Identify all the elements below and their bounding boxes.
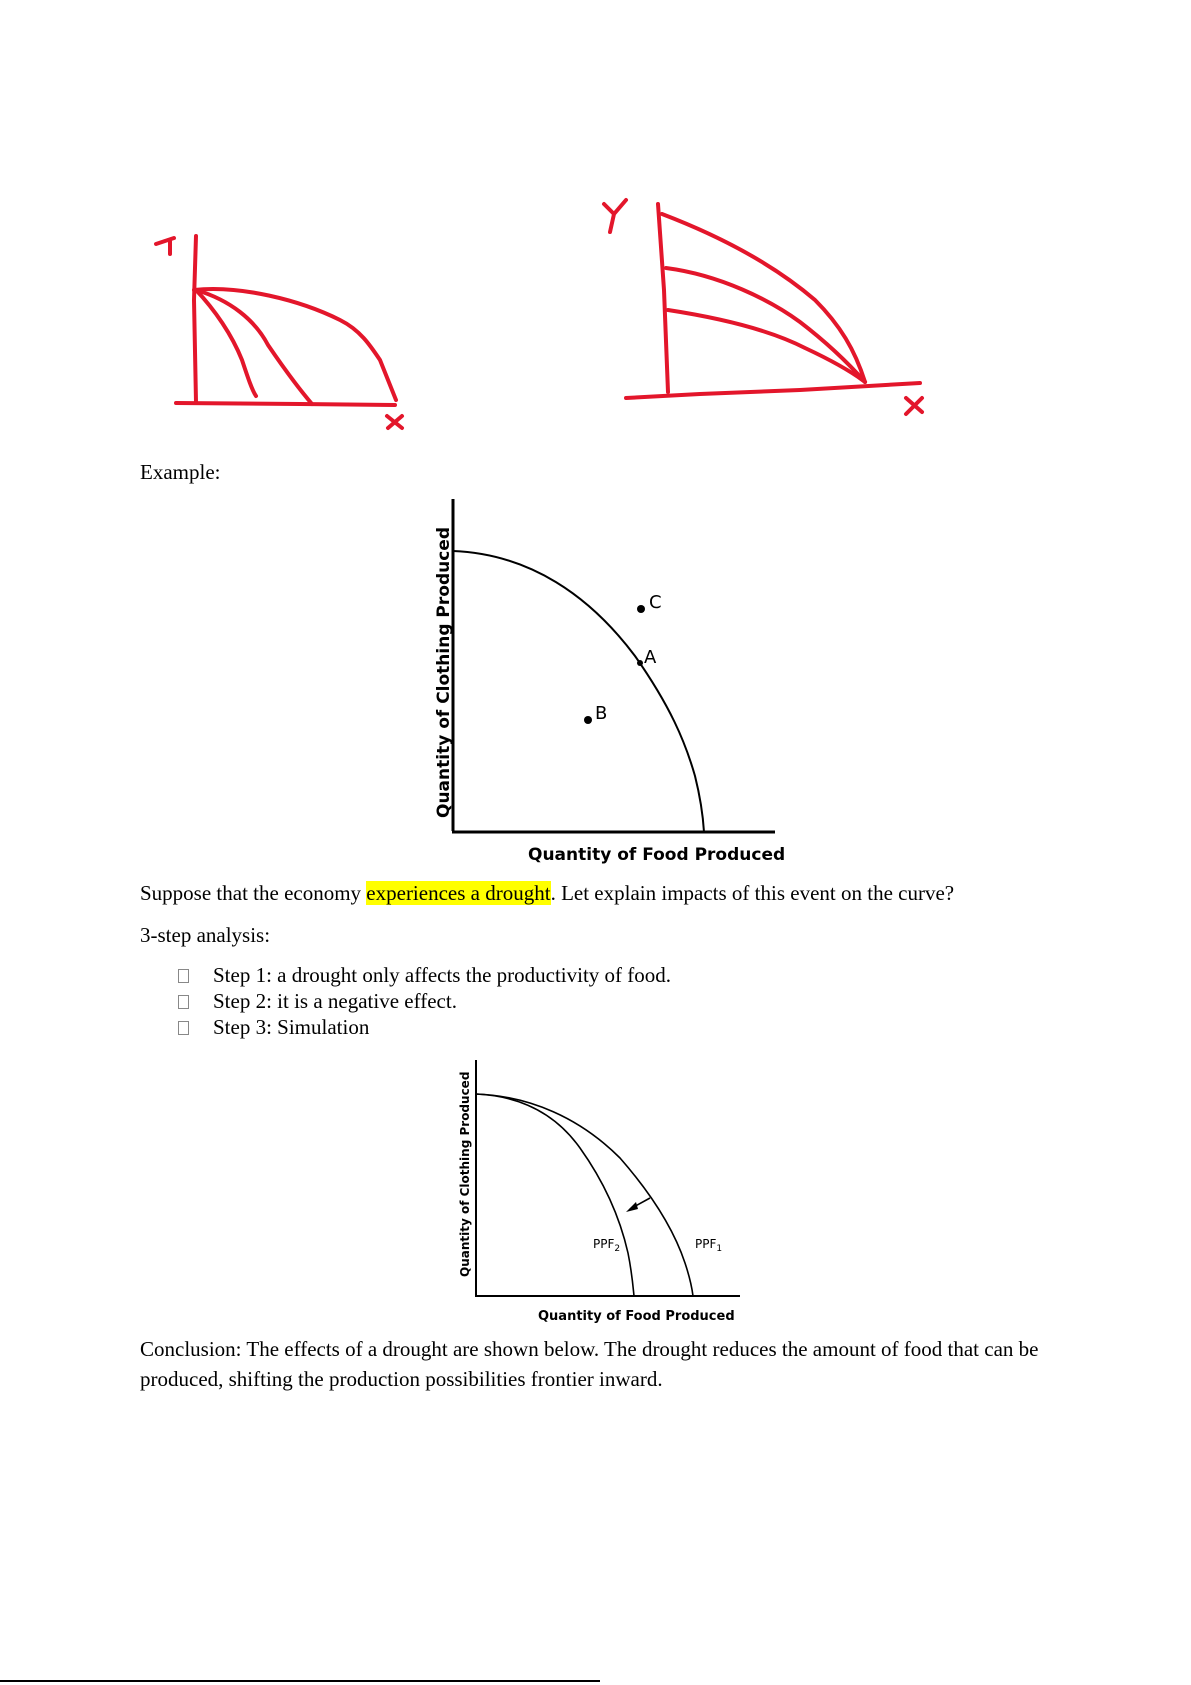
bullet-box-icon [178, 969, 189, 983]
sketch-left-y-glyph [156, 238, 174, 254]
fig2-shift-arrowhead [626, 1202, 638, 1212]
list-item [178, 962, 671, 988]
question-prefix: Suppose that the economy [140, 881, 367, 905]
fig2-ppf2-curve [476, 1094, 634, 1296]
step-1-text: Step 1: a drought only affects the productivity of food. [213, 963, 672, 987]
sketch-left-x-axis [176, 403, 395, 405]
fig2-y-axis-label: Quantity of Clothing Produced [458, 1071, 472, 1277]
fig1-point-a [637, 660, 643, 666]
sketch-right-y-axis [658, 204, 668, 392]
fig2-ppf2-text: PPF [593, 1237, 615, 1251]
ppf-shift-chart [460, 1058, 760, 1328]
example-label: Example: [140, 460, 221, 484]
fig1-ppf-curve [453, 551, 704, 832]
fig2-ppf2-subscript: 2 [614, 1244, 621, 1254]
fig1-label-c: C [649, 592, 662, 613]
list-item [178, 1014, 369, 1040]
list-item [178, 988, 457, 1014]
ppf-example-chart [420, 496, 790, 866]
fig2-ppf2-label [593, 1237, 620, 1254]
fig1-label-b: B [595, 703, 608, 724]
sketch-left [0, 0, 1191, 470]
sketch-right-x-glyph [906, 398, 922, 414]
question-highlight: experiences a drought [366, 881, 551, 905]
sketch-left-x-glyph [387, 416, 402, 428]
sketch-right-x-axis [626, 383, 920, 398]
bullet-box-icon [178, 1021, 189, 1035]
sketch-left-curve-inner [196, 290, 256, 396]
question-suffix: . Let explain impacts of this event on the curve? [550, 881, 955, 905]
conclusion-text: Conclusion: The effects of a drought are shown below. The drought reduces the amount of food that can be produced, shifting the production possibilities frontier inward. [140, 1337, 1039, 1391]
fig2-ppf1-curve [476, 1094, 693, 1296]
step-2-text: Step 2: it is a negative effect. [213, 989, 457, 1013]
fig1-point-b [584, 716, 592, 724]
sketch-right-y-glyph [604, 200, 626, 232]
bullet-box-icon [178, 995, 189, 1009]
step-3-text: Step 3: Simulation [213, 1015, 370, 1039]
fig1-y-axis-label: Quantity of Clothing Produced [434, 526, 454, 818]
question-text [140, 878, 954, 908]
fig2-x-axis-label: Quantity of Food Produced [538, 1309, 735, 1324]
fig1-x-axis-label: Quantity of Food Produced [528, 845, 786, 865]
analysis-title: 3-step analysis: [140, 923, 271, 947]
sketch-left-y-axis [194, 236, 196, 402]
bottom-divider [0, 1680, 600, 1682]
fig2-ppf1-subscript: 1 [716, 1244, 723, 1254]
fig1-label-a: A [644, 647, 657, 668]
fig2-ppf1-text: PPF [695, 1237, 717, 1251]
fig1-point-c [637, 605, 645, 613]
fig2-ppf1-label [695, 1237, 722, 1254]
